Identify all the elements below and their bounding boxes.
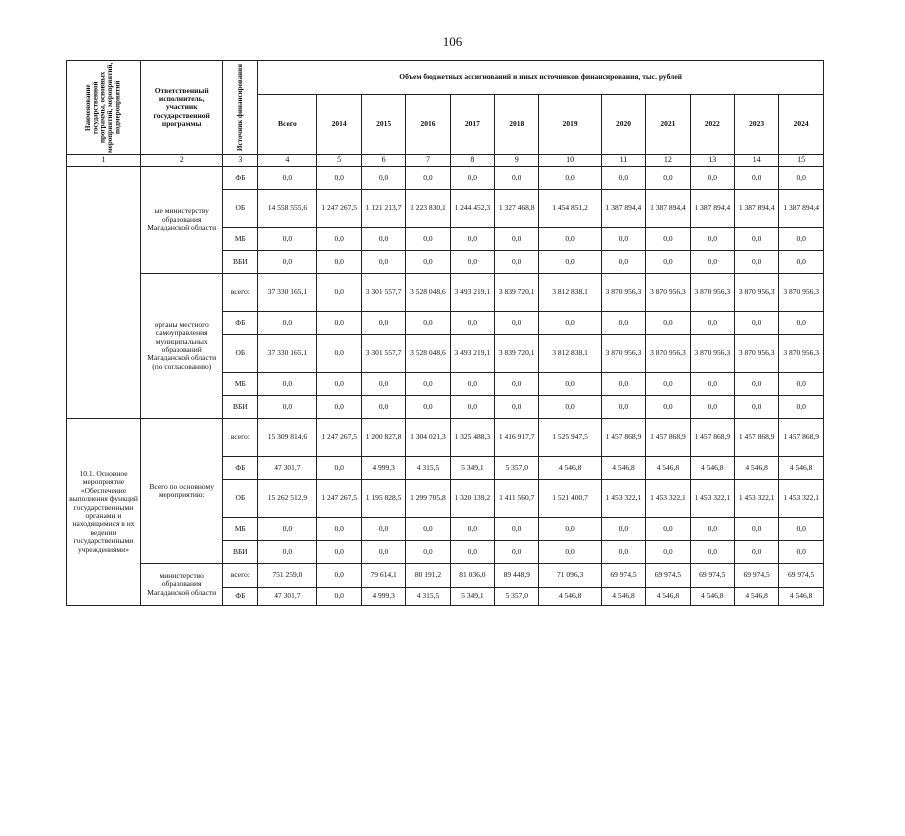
value-cell: 69 974,5 xyxy=(779,564,824,588)
value-cell: 0,0 xyxy=(258,373,317,396)
value-cell: 3 870 956,3 xyxy=(779,335,824,373)
value-cell: 0,0 xyxy=(450,312,494,335)
funding-source: ВБИ xyxy=(223,251,258,274)
value-cell: 47 301,7 xyxy=(258,457,317,480)
value-cell: 0,0 xyxy=(495,228,539,251)
value-cell: 3 870 956,3 xyxy=(779,274,824,312)
value-cell: 0,0 xyxy=(601,396,645,419)
value-cell: 69 974,5 xyxy=(601,564,645,588)
value-cell: 3 839 720,1 xyxy=(495,335,539,373)
value-cell: 0,0 xyxy=(690,541,734,564)
year-header: Всего xyxy=(258,95,317,155)
value-cell: 0,0 xyxy=(646,167,690,190)
col1-empty-cell xyxy=(67,167,141,419)
funding-source: ОБ xyxy=(223,190,258,228)
value-cell: 0,0 xyxy=(406,373,450,396)
value-cell: 0,0 xyxy=(317,541,361,564)
value-cell: 0,0 xyxy=(258,228,317,251)
value-cell: 3 493 219,1 xyxy=(450,335,494,373)
column-number: 6 xyxy=(361,155,405,167)
column-number: 13 xyxy=(690,155,734,167)
value-cell: 1 200 827,8 xyxy=(361,419,405,457)
value-cell: 1 457 868,9 xyxy=(734,419,778,457)
value-cell: 1 223 830,1 xyxy=(406,190,450,228)
value-cell: 0,0 xyxy=(258,541,317,564)
value-cell: 0,0 xyxy=(450,541,494,564)
value-cell: 751 259,0 xyxy=(258,564,317,588)
budget-table xyxy=(66,60,824,606)
funding-source: ОБ xyxy=(223,480,258,518)
funding-source: ФБ xyxy=(223,457,258,480)
executor-cell: министерство образования Магаданской области xyxy=(140,564,222,606)
column-number: 5 xyxy=(317,155,361,167)
value-cell: 1 416 917,7 xyxy=(495,419,539,457)
funding-source: ВБИ xyxy=(223,541,258,564)
value-cell: 37 330 165,1 xyxy=(258,335,317,373)
funding-source: всего: xyxy=(223,419,258,457)
value-cell: 1 457 868,9 xyxy=(601,419,645,457)
column-number: 4 xyxy=(258,155,317,167)
table-row xyxy=(67,274,824,312)
value-cell: 0,0 xyxy=(317,396,361,419)
funding-source: ФБ xyxy=(223,588,258,606)
value-cell: 0,0 xyxy=(539,312,601,335)
value-cell: 0,0 xyxy=(539,518,601,541)
value-cell: 0,0 xyxy=(406,312,450,335)
table-row xyxy=(67,419,824,457)
value-cell: 15 262 512,9 xyxy=(258,480,317,518)
value-cell: 4 315,5 xyxy=(406,588,450,606)
funding-source: МБ xyxy=(223,228,258,251)
value-cell: 0,0 xyxy=(690,167,734,190)
value-cell: 0,0 xyxy=(539,251,601,274)
value-cell: 4 546,8 xyxy=(601,457,645,480)
value-cell: 0,0 xyxy=(690,312,734,335)
value-cell: 0,0 xyxy=(690,518,734,541)
value-cell: 1 453 322,1 xyxy=(779,480,824,518)
value-cell: 0,0 xyxy=(495,518,539,541)
column-number: 11 xyxy=(601,155,645,167)
value-cell: 5 349,1 xyxy=(450,588,494,606)
value-cell: 37 330 165,1 xyxy=(258,274,317,312)
value-cell: 1 454 851,2 xyxy=(539,190,601,228)
value-cell: 0,0 xyxy=(779,167,824,190)
value-cell: 0,0 xyxy=(450,373,494,396)
column-number: 1 xyxy=(67,155,141,167)
value-cell: 0,0 xyxy=(450,251,494,274)
value-cell: 4 546,8 xyxy=(690,588,734,606)
value-cell: 0,0 xyxy=(317,228,361,251)
value-cell: 0,0 xyxy=(601,251,645,274)
value-cell: 0,0 xyxy=(450,518,494,541)
funding-source: всего: xyxy=(223,274,258,312)
funding-source: ФБ xyxy=(223,312,258,335)
value-cell: 14 558 555,6 xyxy=(258,190,317,228)
value-cell: 0,0 xyxy=(317,457,361,480)
value-cell: 0,0 xyxy=(361,518,405,541)
value-cell: 1 244 452,3 xyxy=(450,190,494,228)
value-cell: 0,0 xyxy=(646,373,690,396)
header-name: Наименование государственной программы, основных мероприятий, мероприятий, подмероприятий xyxy=(67,61,141,155)
value-cell: 0,0 xyxy=(734,251,778,274)
value-cell: 1 327 468,8 xyxy=(495,190,539,228)
value-cell: 1 453 322,1 xyxy=(646,480,690,518)
value-cell: 5 357,0 xyxy=(495,457,539,480)
value-cell: 5 357,0 xyxy=(495,588,539,606)
value-cell: 89 448,9 xyxy=(495,564,539,588)
value-cell: 0,0 xyxy=(646,228,690,251)
value-cell: 0,0 xyxy=(734,541,778,564)
value-cell: 0,0 xyxy=(734,312,778,335)
value-cell: 0,0 xyxy=(317,274,361,312)
value-cell: 0,0 xyxy=(258,396,317,419)
year-header: 2016 xyxy=(406,95,450,155)
executor-cell: ые министерству образования Магаданской области xyxy=(140,167,222,274)
year-header: 2014 xyxy=(317,95,361,155)
value-cell: 0,0 xyxy=(779,373,824,396)
value-cell: 0,0 xyxy=(361,167,405,190)
value-cell: 0,0 xyxy=(601,541,645,564)
funding-source: МБ xyxy=(223,373,258,396)
value-cell: 0,0 xyxy=(539,373,601,396)
column-number: 2 xyxy=(140,155,222,167)
funding-source: ФБ xyxy=(223,167,258,190)
value-cell: 0,0 xyxy=(361,228,405,251)
value-cell: 0,0 xyxy=(779,541,824,564)
header-volume: Объем бюджетных ассигнований и иных источников финансирования, тыс. рублей xyxy=(258,61,824,95)
value-cell: 0,0 xyxy=(495,396,539,419)
column-number: 15 xyxy=(779,155,824,167)
value-cell: 0,0 xyxy=(779,518,824,541)
value-cell: 0,0 xyxy=(601,312,645,335)
column-number: 7 xyxy=(406,155,450,167)
value-cell: 0,0 xyxy=(601,518,645,541)
value-cell: 4 546,8 xyxy=(646,457,690,480)
value-cell: 0,0 xyxy=(361,373,405,396)
value-cell: 4 546,8 xyxy=(690,457,734,480)
value-cell: 3 870 956,3 xyxy=(734,274,778,312)
value-cell: 1 525 947,5 xyxy=(539,419,601,457)
value-cell: 4 999,3 xyxy=(361,457,405,480)
value-cell: 0,0 xyxy=(361,396,405,419)
value-cell: 0,0 xyxy=(601,167,645,190)
value-cell: 0,0 xyxy=(646,518,690,541)
value-cell: 0,0 xyxy=(646,251,690,274)
value-cell: 0,0 xyxy=(361,251,405,274)
value-cell: 69 974,5 xyxy=(734,564,778,588)
value-cell: 71 096,3 xyxy=(539,564,601,588)
value-cell: 5 349,1 xyxy=(450,457,494,480)
value-cell: 0,0 xyxy=(690,251,734,274)
value-cell: 3 528 048,6 xyxy=(406,335,450,373)
column-number: 8 xyxy=(450,155,494,167)
value-cell: 3 870 956,3 xyxy=(646,274,690,312)
year-header: 2021 xyxy=(646,95,690,155)
value-cell: 0,0 xyxy=(734,396,778,419)
value-cell: 1 457 868,9 xyxy=(779,419,824,457)
value-cell: 1 247 267,5 xyxy=(317,190,361,228)
value-cell: 1 247 267,5 xyxy=(317,480,361,518)
value-cell: 0,0 xyxy=(539,167,601,190)
value-cell: 80 191,2 xyxy=(406,564,450,588)
value-cell: 3 528 048,6 xyxy=(406,274,450,312)
value-cell: 4 546,8 xyxy=(539,588,601,606)
value-cell: 3 870 956,3 xyxy=(690,335,734,373)
value-cell: 1 457 868,9 xyxy=(646,419,690,457)
value-cell: 1 453 322,1 xyxy=(734,480,778,518)
value-cell: 0,0 xyxy=(646,396,690,419)
header-source: Источник финансирования xyxy=(223,61,258,155)
year-header: 2019 xyxy=(539,95,601,155)
funding-source: ОБ xyxy=(223,335,258,373)
value-cell: 0,0 xyxy=(361,312,405,335)
value-cell: 3 301 557,7 xyxy=(361,335,405,373)
value-cell: 0,0 xyxy=(406,228,450,251)
value-cell: 81 036,0 xyxy=(450,564,494,588)
value-cell: 4 315,5 xyxy=(406,457,450,480)
year-header: 2024 xyxy=(779,95,824,155)
year-header: 2018 xyxy=(495,95,539,155)
value-cell: 4 999,3 xyxy=(361,588,405,606)
value-cell: 4 546,8 xyxy=(601,588,645,606)
value-cell: 1 521 400,7 xyxy=(539,480,601,518)
executor-cell: Всего по основному мероприятию: xyxy=(140,419,222,564)
value-cell: 4 546,8 xyxy=(779,588,824,606)
value-cell: 0,0 xyxy=(406,396,450,419)
value-cell: 1 325 488,3 xyxy=(450,419,494,457)
value-cell: 0,0 xyxy=(406,251,450,274)
value-cell: 0,0 xyxy=(646,541,690,564)
column-number: 3 xyxy=(223,155,258,167)
value-cell: 0,0 xyxy=(495,251,539,274)
value-cell: 69 974,5 xyxy=(646,564,690,588)
year-header: 2020 xyxy=(601,95,645,155)
value-cell: 0,0 xyxy=(317,564,361,588)
value-cell: 0,0 xyxy=(317,588,361,606)
value-cell: 1 453 322,1 xyxy=(601,480,645,518)
value-cell: 0,0 xyxy=(406,167,450,190)
value-cell: 1 387 894,4 xyxy=(646,190,690,228)
value-cell: 1 304 021,3 xyxy=(406,419,450,457)
value-cell: 0,0 xyxy=(779,396,824,419)
value-cell: 0,0 xyxy=(495,167,539,190)
table-row xyxy=(67,564,824,588)
value-cell: 0,0 xyxy=(406,541,450,564)
value-cell: 4 546,8 xyxy=(539,457,601,480)
value-cell: 69 974,5 xyxy=(690,564,734,588)
value-cell: 0,0 xyxy=(495,312,539,335)
value-cell: 0,0 xyxy=(539,396,601,419)
value-cell: 47 301,7 xyxy=(258,588,317,606)
value-cell: 4 546,8 xyxy=(779,457,824,480)
header-executor: Ответственный исполнитель, участник государственной программы xyxy=(140,61,222,155)
value-cell: 3 870 956,3 xyxy=(601,274,645,312)
year-header: 2015 xyxy=(361,95,405,155)
value-cell: 4 546,8 xyxy=(734,457,778,480)
value-cell: 0,0 xyxy=(539,228,601,251)
value-cell: 79 614,1 xyxy=(361,564,405,588)
value-cell: 1 387 894,4 xyxy=(779,190,824,228)
value-cell: 3 870 956,3 xyxy=(690,274,734,312)
value-cell: 0,0 xyxy=(690,228,734,251)
value-cell: 0,0 xyxy=(690,373,734,396)
funding-source: всего: xyxy=(223,564,258,588)
funding-source: МБ xyxy=(223,518,258,541)
value-cell: 0,0 xyxy=(258,312,317,335)
value-cell: 0,0 xyxy=(317,335,361,373)
value-cell: 1 457 868,9 xyxy=(690,419,734,457)
value-cell: 0,0 xyxy=(779,251,824,274)
value-cell: 0,0 xyxy=(646,312,690,335)
value-cell: 0,0 xyxy=(406,518,450,541)
value-cell: 0,0 xyxy=(734,167,778,190)
value-cell: 0,0 xyxy=(495,373,539,396)
value-cell: 0,0 xyxy=(317,251,361,274)
value-cell: 0,0 xyxy=(450,228,494,251)
value-cell: 1 320 139,2 xyxy=(450,480,494,518)
value-cell: 1 387 894,4 xyxy=(690,190,734,228)
value-cell: 0,0 xyxy=(258,518,317,541)
value-cell: 3 493 219,1 xyxy=(450,274,494,312)
value-cell: 0,0 xyxy=(779,312,824,335)
executor-cell: органы местного самоуправления муниципальных образований Магаданской области (по согласованию) xyxy=(140,274,222,419)
value-cell: 3 870 956,3 xyxy=(601,335,645,373)
value-cell: 0,0 xyxy=(317,312,361,335)
value-cell: 0,0 xyxy=(450,167,494,190)
value-cell: 0,0 xyxy=(450,396,494,419)
value-cell: 0,0 xyxy=(258,251,317,274)
value-cell: 0,0 xyxy=(601,373,645,396)
value-cell: 1 411 560,7 xyxy=(495,480,539,518)
value-cell: 0,0 xyxy=(779,228,824,251)
value-cell: 0,0 xyxy=(734,518,778,541)
column-number: 10 xyxy=(539,155,601,167)
value-cell: 1 299 705,8 xyxy=(406,480,450,518)
value-cell: 0,0 xyxy=(361,541,405,564)
table-row xyxy=(67,167,824,190)
page-number: 106 xyxy=(442,34,463,49)
value-cell: 1 121 213,7 xyxy=(361,190,405,228)
year-header: 2023 xyxy=(734,95,778,155)
value-cell: 0,0 xyxy=(734,228,778,251)
value-cell: 0,0 xyxy=(690,396,734,419)
value-cell: 0,0 xyxy=(539,541,601,564)
value-cell: 0,0 xyxy=(317,373,361,396)
column-number: 12 xyxy=(646,155,690,167)
value-cell: 4 546,8 xyxy=(646,588,690,606)
value-cell: 0,0 xyxy=(495,541,539,564)
year-header: 2022 xyxy=(690,95,734,155)
value-cell: 3 812 838,1 xyxy=(539,335,601,373)
value-cell: 1 247 267,5 xyxy=(317,419,361,457)
value-cell: 1 387 894,4 xyxy=(601,190,645,228)
column-number: 14 xyxy=(734,155,778,167)
value-cell: 1 453 322,1 xyxy=(690,480,734,518)
column-number-row xyxy=(67,155,824,167)
value-cell: 0,0 xyxy=(734,373,778,396)
column-number: 9 xyxy=(495,155,539,167)
value-cell: 3 870 956,3 xyxy=(734,335,778,373)
value-cell: 0,0 xyxy=(601,228,645,251)
value-cell: 3 812 838,1 xyxy=(539,274,601,312)
funding-source: ВБИ xyxy=(223,396,258,419)
main-activity-description: 10.1. Основное мероприятие «Обеспечение выполнения функций государственными органами и находящимися в их ведении государственными учреждениями» xyxy=(67,419,141,606)
value-cell: 0,0 xyxy=(258,167,317,190)
value-cell: 4 546,8 xyxy=(734,588,778,606)
value-cell: 1 195 828,5 xyxy=(361,480,405,518)
value-cell: 3 870 956,3 xyxy=(646,335,690,373)
value-cell: 1 387 894,4 xyxy=(734,190,778,228)
value-cell: 0,0 xyxy=(317,518,361,541)
value-cell: 15 309 814,6 xyxy=(258,419,317,457)
value-cell: 0,0 xyxy=(317,167,361,190)
year-header: 2017 xyxy=(450,95,494,155)
value-cell: 3 301 557,7 xyxy=(361,274,405,312)
value-cell: 3 839 720,1 xyxy=(495,274,539,312)
